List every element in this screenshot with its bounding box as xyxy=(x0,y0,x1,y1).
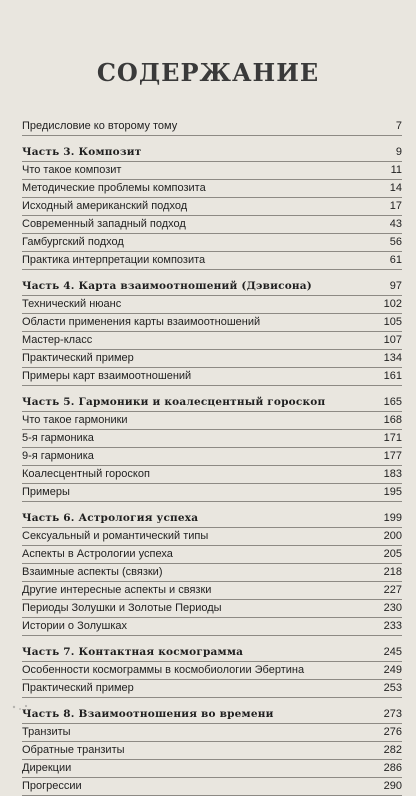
toc-page-number: 276 xyxy=(383,726,402,738)
toc-entry-title: Исходный американский подход xyxy=(22,200,188,212)
toc-entry[interactable] xyxy=(22,582,402,600)
toc-page-number: 171 xyxy=(383,432,402,444)
toc-entry-title: Предисловие ко второму тому xyxy=(22,120,178,132)
toc-page-number: 249 xyxy=(383,664,402,676)
toc-part-heading[interactable] xyxy=(22,394,402,412)
toc-entry-title: Технический нюанс xyxy=(22,298,122,310)
toc-page-number: 183 xyxy=(383,468,402,480)
toc-page-number: 11 xyxy=(390,164,402,176)
toc-page-number: 233 xyxy=(383,620,402,632)
page-title: СОДЕРЖАНИЕ xyxy=(96,58,320,87)
toc-entry-title: Особенности космограммы в космобиологии Эбертина xyxy=(22,664,305,676)
toc-page-number: 200 xyxy=(383,530,402,542)
group-gap xyxy=(22,502,402,510)
toc-part-heading[interactable] xyxy=(22,144,402,162)
toc-entry[interactable] xyxy=(22,466,402,484)
toc-entry[interactable] xyxy=(22,296,402,314)
toc-page-number: 105 xyxy=(383,316,402,328)
toc-entry[interactable] xyxy=(22,760,402,778)
toc-entry[interactable] xyxy=(22,430,402,448)
toc-entry-title: Часть 3. Композит xyxy=(22,146,142,158)
toc-entry[interactable] xyxy=(22,180,402,198)
toc-entry[interactable] xyxy=(22,528,402,546)
toc-entry[interactable] xyxy=(22,314,402,332)
toc-entry[interactable] xyxy=(22,198,402,216)
toc-entry-title: Обратные транзиты xyxy=(22,744,125,756)
toc-entry-title: Часть 8. Взаимоотношения во времени xyxy=(22,708,274,720)
toc-entry[interactable] xyxy=(22,564,402,582)
toc-part-heading[interactable] xyxy=(22,510,402,528)
toc-page-number: 199 xyxy=(383,512,402,524)
toc-entry-title: Методические проблемы композита xyxy=(22,182,206,194)
table-of-contents xyxy=(22,118,402,796)
toc-page-number: 7 xyxy=(395,120,402,132)
toc-page-number: 9 xyxy=(395,146,402,158)
toc-entry-title: Аспекты в Астрологии успеха xyxy=(22,548,173,560)
toc-part-heading[interactable] xyxy=(22,644,402,662)
toc-entry-title: Современный западный подход xyxy=(22,218,186,230)
toc-page-number: 134 xyxy=(383,352,402,364)
toc-entry[interactable] xyxy=(22,234,402,252)
toc-page-number: 195 xyxy=(383,486,402,498)
toc-entry[interactable] xyxy=(22,252,402,270)
toc-page-number: 290 xyxy=(383,780,402,792)
toc-entry-title: Часть 6. Астрология успеха xyxy=(22,512,199,524)
toc-entry-title: Периоды Золушки и Золотые Периоды xyxy=(22,602,222,614)
toc-entry-title: Мастер-класс xyxy=(22,334,93,346)
toc-page-number: 17 xyxy=(389,200,402,212)
toc-entry-title: Практический пример xyxy=(22,682,134,694)
toc-page-number: 97 xyxy=(389,280,402,292)
group-gap xyxy=(22,270,402,278)
toc-entry[interactable] xyxy=(22,546,402,564)
toc-entry[interactable] xyxy=(22,162,402,180)
toc-entry[interactable] xyxy=(22,448,402,466)
toc-page-number: 165 xyxy=(383,396,402,408)
group-gap xyxy=(22,136,402,144)
toc-entry-title: Дирекции xyxy=(22,762,72,774)
toc-part-heading[interactable] xyxy=(22,278,402,296)
toc-entry-title: Области применения карты взаимоотношений xyxy=(22,316,261,328)
ink-speck-mark xyxy=(10,699,34,713)
toc-entry-title: Взаимные аспекты (связки) xyxy=(22,566,163,578)
toc-entry-title: Примеры карт взаимоотношений xyxy=(22,370,192,382)
group-gap xyxy=(22,636,402,644)
toc-entry[interactable] xyxy=(22,332,402,350)
toc-entry-title: Коалесцентный гороскоп xyxy=(22,468,150,480)
toc-entry-title: Практический пример xyxy=(22,352,134,364)
toc-page-number: 168 xyxy=(383,414,402,426)
toc-page-number: 161 xyxy=(383,370,402,382)
toc-entry[interactable] xyxy=(22,216,402,234)
group-gap xyxy=(22,386,402,394)
toc-entry-title: Часть 7. Контактная космограмма xyxy=(22,646,244,658)
toc-entry-title: Гамбургский подход xyxy=(22,236,124,248)
toc-entry-title: Практика интерпретации композита xyxy=(22,254,206,266)
toc-page-number: 43 xyxy=(389,218,402,230)
group-gap xyxy=(22,698,402,706)
toc-page-number: 273 xyxy=(383,708,402,720)
toc-part-heading[interactable] xyxy=(22,706,402,724)
toc-page-number: 227 xyxy=(383,584,402,596)
toc-entry[interactable] xyxy=(22,368,402,386)
toc-page-number: 230 xyxy=(383,602,402,614)
toc-entry-title: Прогрессии xyxy=(22,780,82,792)
toc-page-number: 245 xyxy=(383,646,402,658)
toc-entry[interactable] xyxy=(22,118,402,136)
toc-entry[interactable] xyxy=(22,778,402,796)
toc-entry[interactable] xyxy=(22,600,402,618)
toc-page-number: 107 xyxy=(383,334,402,346)
toc-entry[interactable] xyxy=(22,742,402,760)
toc-entry-title: Что такое гармоники xyxy=(22,414,128,426)
toc-page-number: 205 xyxy=(383,548,402,560)
toc-entry-title: 9-я гармоника xyxy=(22,450,94,462)
toc-entry[interactable] xyxy=(22,618,402,636)
toc-entry[interactable] xyxy=(22,412,402,430)
toc-page-number: 282 xyxy=(383,744,402,756)
toc-entry[interactable] xyxy=(22,724,402,742)
toc-entry-title: 5-я гармоника xyxy=(22,432,94,444)
toc-entry-title: Транзиты xyxy=(22,726,71,738)
toc-entry-title: Что такое композит xyxy=(22,164,122,176)
toc-page-number: 286 xyxy=(383,762,402,774)
toc-page-number: 253 xyxy=(383,682,402,694)
toc-page-number: 102 xyxy=(383,298,402,310)
toc-entry[interactable] xyxy=(22,350,402,368)
toc-entry[interactable] xyxy=(22,484,402,502)
toc-page-number: 14 xyxy=(389,182,402,194)
toc-page-number: 56 xyxy=(389,236,402,248)
toc-entry-title: Другие интересные аспекты и связки xyxy=(22,584,212,596)
toc-page-number: 177 xyxy=(383,450,402,462)
toc-entry-title: Часть 5. Гармоники и коалесцентный гороскоп xyxy=(22,396,326,408)
toc-entry-title: Истории о Золушках xyxy=(22,620,128,632)
toc-entry[interactable] xyxy=(22,662,402,680)
toc-entry-title: Сексуальный и романтический типы xyxy=(22,530,209,542)
toc-entry[interactable] xyxy=(22,680,402,698)
toc-page-number: 61 xyxy=(389,254,402,266)
toc-entry-title: Часть 4. Карта взаимоотношений (Дэвисона) xyxy=(22,280,312,292)
toc-entry-title: Примеры xyxy=(22,486,70,498)
toc-page-number: 218 xyxy=(383,566,402,578)
